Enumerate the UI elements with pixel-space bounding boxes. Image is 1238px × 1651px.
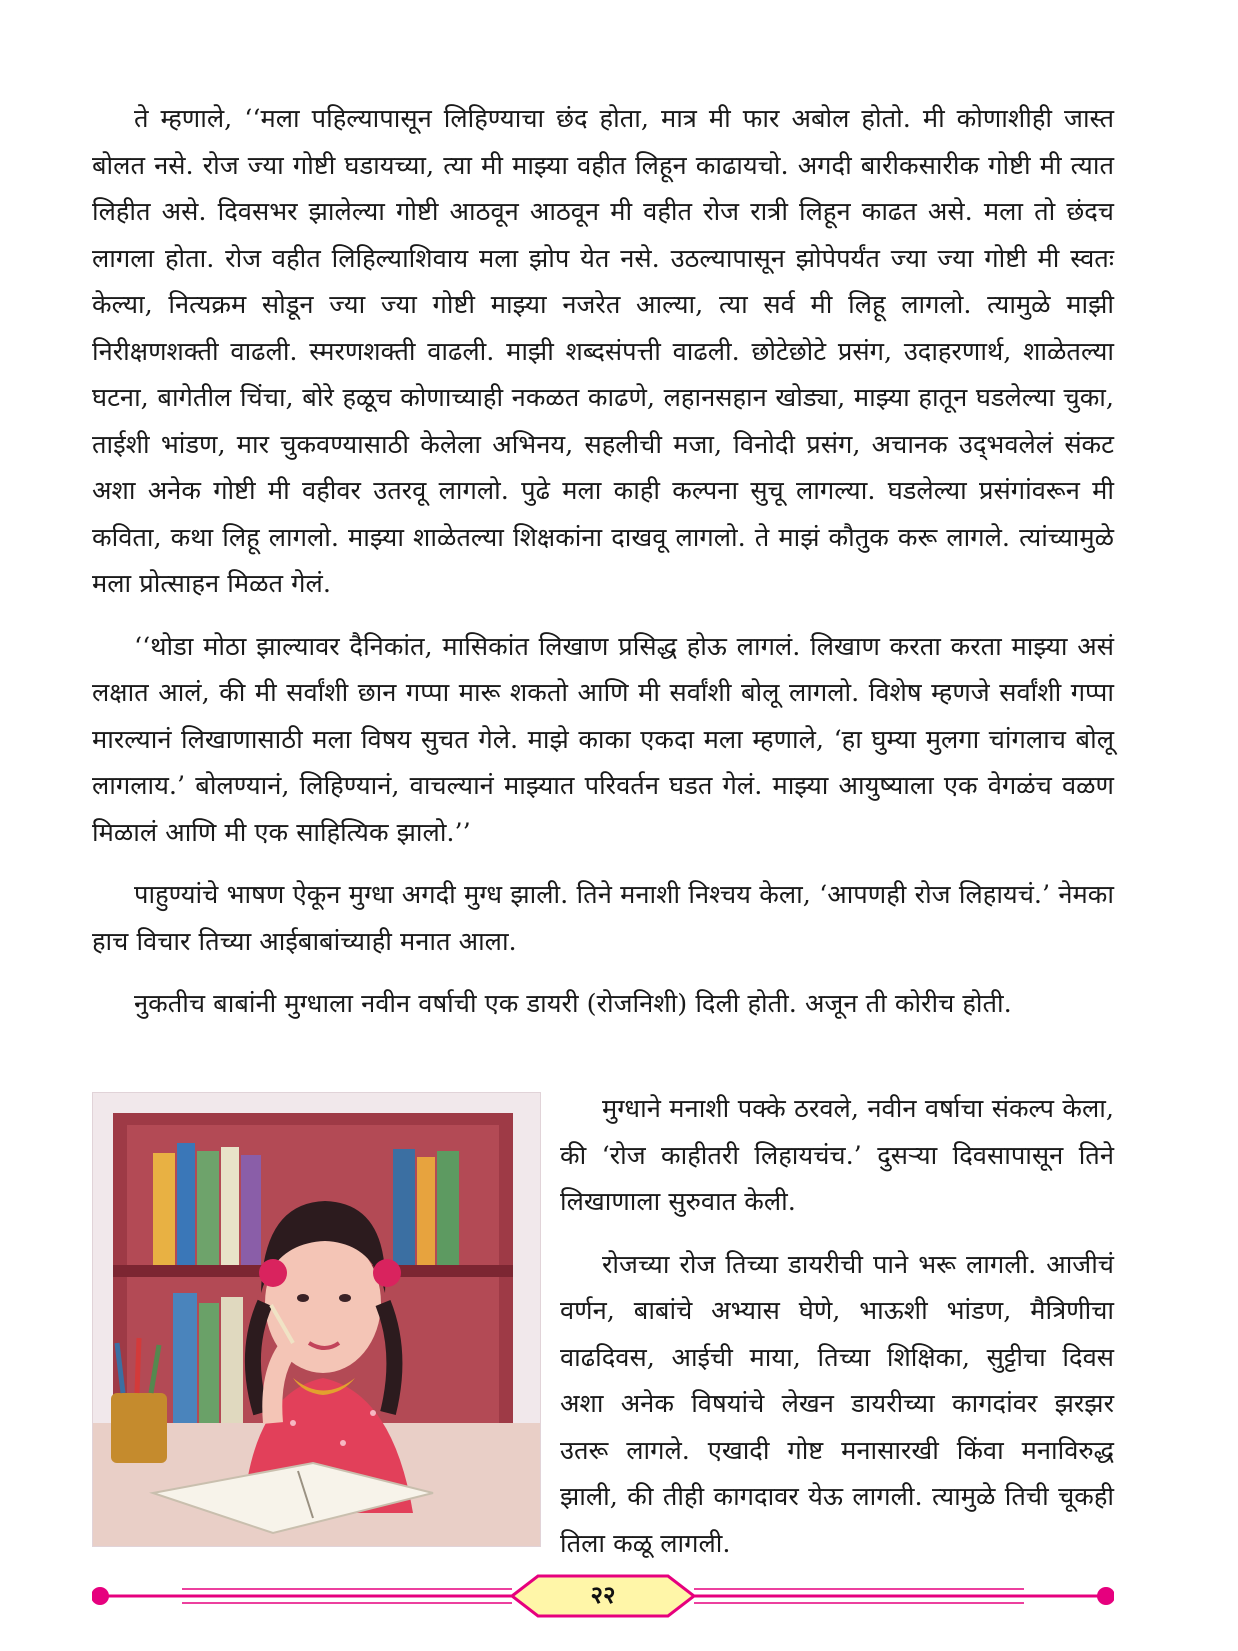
girl-writing-illustration [92,1092,541,1547]
paragraph-2: ‘‘थोडा मोठा झाल्यावर दैनिकांत, मासिकांत लिखाण प्रसिद्ध होऊ लागलं. लिखाण करता करता माझ्या असं लक्षात आलं, की मी सर्वांशी छान गप्पा मारू शकतो आणि मी सर्वांशी बोलू लागलो. विशेष म्हणजे सर्वांशी गप्पा मारल्यानं लिखाणासाठी मला विषय सुचत गेले. माझे काका एकदा मला म्हणाले, ‘हा घुम्या मुलगा चांगलाच बोलू लागलाय.’ बोलण्यानं, लिहिण्यानं, वाचल्यानं माझ्यात परिवर्तन घडत गेलं. माझ्या आयुष्याला एक वेगळंच वळण मिळालं आणि मी एक साहित्यिक झालो.’’ [92,631,1114,848]
main-text [92,96,1114,1044]
side-paragraph-2: रोजच्या रोज तिच्या डायरीची पाने भरू लागली. आजीचं वर्णन, बाबांचे अभ्यास घेणे, भाऊशी भांडण, मैत्रिणीचा वाढदिवस, आईची माया, तिच्या शिक्षिका, सुट्टीचा दिवस अशा अनेक विषयांचे लेखन डायरीच्या कागदांवर झरझर उतरू लागले. एखादी गोष्ट मनासारखी किंवा मनाविरुद्ध झाली, की तीही कागदावर येऊ लागली. त्यामुळे तिची चूकही तिला कळू लागली. [560,1249,1114,1559]
side-paragraph-1: मुग्धाने मनाशी पक्के ठरवले, नवीन वर्षाचा संकल्प केला, की ‘रोज काहीतरी लिहायचंच.’ दुसऱ्या दिवसापासून तिने लिखाणाला सुरुवात केली. [560,1094,1114,1217]
page-number: २२ [590,1581,616,1609]
page-footer [92,1568,1114,1624]
side-text-column [560,1086,1114,1583]
paragraph-4: नुकतीच बाबांनी मुग्धाला नवीन वर्षाची एक डायरी (रोजनिशी) दिली होती. अजून ती कोरीच होती. [134,989,1012,1019]
paragraph-1: ते म्हणाले, ‘‘मला पहिल्यापासून लिहिण्याचा छंद होता, मात्र मी फार अबोल होतो. मी कोणाशीही जास्त बोलत नसे. रोज ज्या गोष्टी घडायच्या, त्या मी माझ्या वहीत लिहून काढायचो. अगदी बारीकसारीक गोष्टी मी त्यात लिहीत असे. दिवसभर झालेल्या गोष्टी आठवून आठवून मी वहीत रोज रात्री लिहून काढत असे. मला तो छंदच लागला होता. रोज वहीत लिहिल्याशिवाय मला झोप येत नसे. उठल्यापासून झोपेपर्यंत ज्या ज्या गोष्टी मी स्वतः केल्या, नित्यक्रम सोडून ज्या ज्या गोष्टी माझ्या नजरेत आल्या, त्या सर्व मी लिहू लागलो. त्यामुळे माझी निरीक्षणशक्ती वाढली. स्मरणशक्ती वाढली. माझी शब्दसंपत्ती वाढली. छोटेछोटे प्रसंग, उदाहरणार्थ, शाळेतल्या घटना, बागेतील चिंचा, बोरे हळूच कोणाच्याही नकळत काढणे, लहानसहान खोड्या, माझ्या हातून घडलेल्या चुका, ताईशी भांडण, मार चुकवण्यासाठी केलेला अभिनय, सहलीची मजा, विनोदी प्रसंग, अचानक उद्‌भवलेलं संकट अशा अनेक गोष्टी मी वहीवर उतरवू लागलो. पुढे मला काही कल्पना सुचू लागल्या. घडलेल्या प्रसंगांवरून मी कविता, कथा लिहू लागलो. माझ्या शाळेतल्या शिक्षकांना दाखवू लागलो. ते माझं कौतुक करू लागले. त्यांच्यामुळे मला प्रोत्साहन मिळत गेलं. [92,104,1114,599]
illustration-svg [93,1093,540,1546]
illustration-section [92,1092,1114,1562]
paragraph-3: पाहुण्यांचे भाषण ऐकून मुग्धा अगदी मुग्ध झाली. तिने मनाशी निश्चय केला, ‘आपणही रोज लिहायचं.’ नेमका हाच विचार तिच्या आईबाबांच्याही मनात आला. [92,880,1114,957]
